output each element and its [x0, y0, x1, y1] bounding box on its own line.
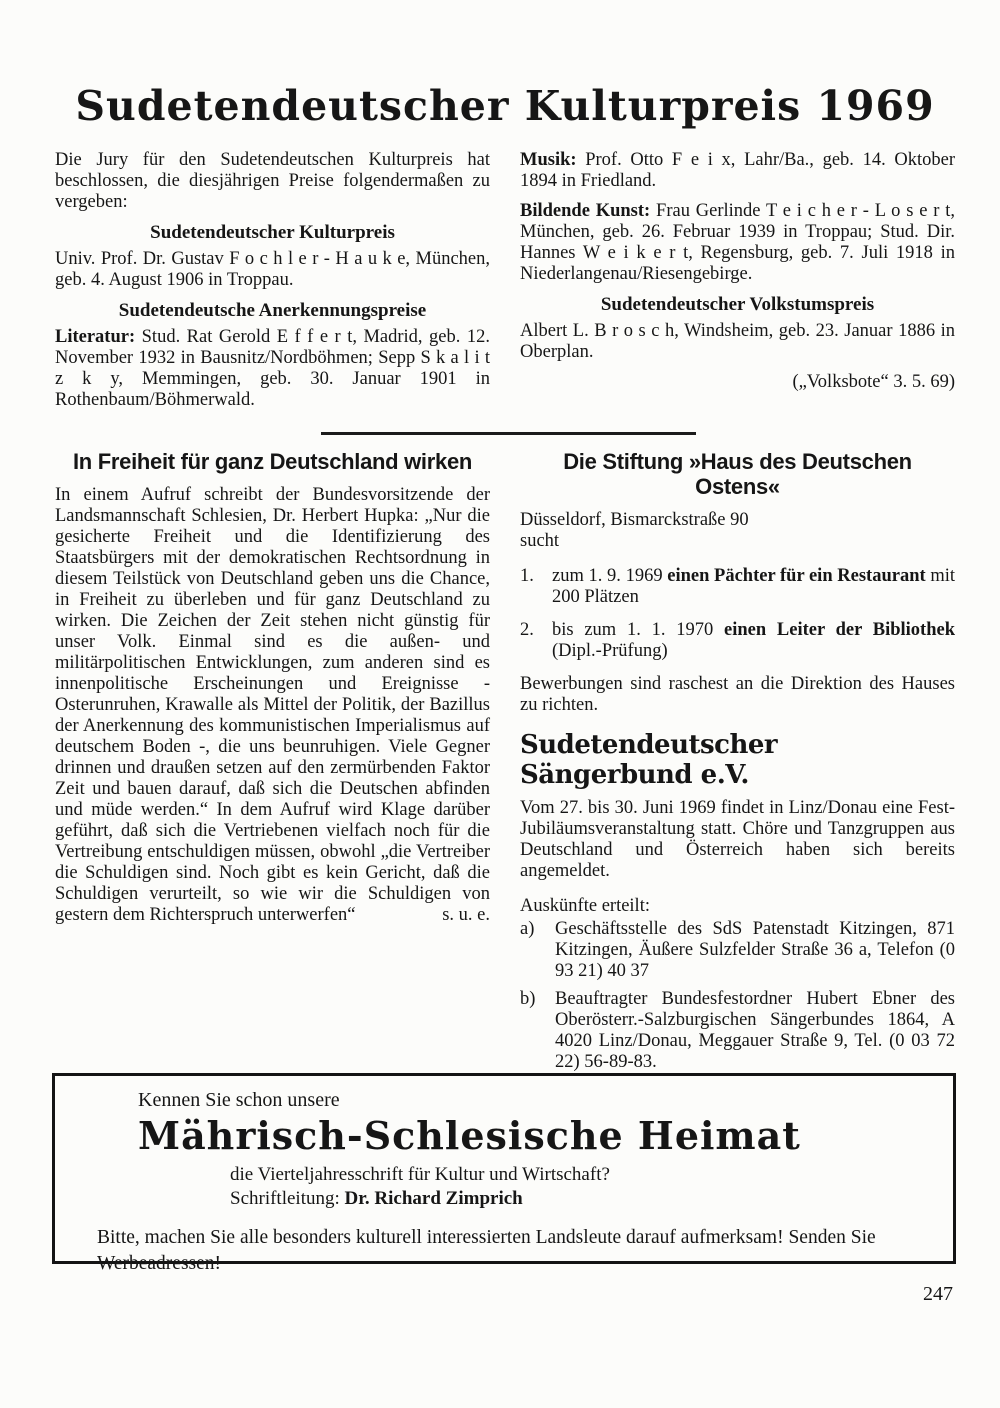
stiftung-item-1 [520, 566, 955, 608]
top-right-column [520, 150, 955, 420]
item-text-pre: bis zum 1. 1. 1970 [552, 620, 724, 640]
kulturpreis-heading: Sudetendeutscher Kulturpreis [150, 222, 395, 243]
bildende-kunst-text: Frau Gerlinde T e i c h e r - L o s e r t, München, geb. 26. Februar 1939 in Troppau; Stud. Dir. Hannes W e i k e r t, Regensburg, geb. 7. Juli 1918 in Niederlangenau/Riesengebirge. [520, 201, 955, 284]
freiheit-article-text: In einem Aufruf schreibt der Bundesvorsitzende der Landsmannschaft Schlesien, Dr. Herbert Hupka: „Nur die gesicherte Freiheit und die Identifizierung des Staatsbürgers mit der demokratischen Rechtsordnung in diesem Teilstück von Deutschland geben uns die Chance, in Freiheit zu überleben und für ganz Deutschland zu wirken. Die Zeichen der Zeit stehen nicht günstig für unser Volk. Einmal sind es die außen- und militärpolitischen Entwicklungen, zum anderen sind es innenpolitische Erscheinungen und Ereignisse - Osterunruhen, Krawalle als Mittel der Politik, der Bazillus der Anerkennung des kommunistischen Imperialismus auf deutschem Boden -, die uns beunruhigen. Viele Gegner drinnen und draußen setzen auf den zermürbenden Faktor Zeit und bauen darauf, daß sich die Deutschen abfinden und müde werden.“ In dem Aufruf wird Klage darüber geführt, daß sich die Vertriebenen vielfach noch für die Vertreibung entschuldigen müssen, obwohl „die Vertreiber die Schuldigen sind. Noch gibt es kein Gericht, daß die Schuldigen verurteilt, so wie wir die Schuldigen von gestern dem Richterspruch unterwerfen“ [55, 485, 490, 925]
bottom-left-column [55, 449, 490, 1080]
ad-editor-label: Schriftleitung: [230, 1188, 345, 1209]
author-initials: s. u. e. [442, 905, 490, 925]
ad-editor-line [230, 1187, 933, 1211]
ad-subtitle: die Vierteljahresschrift für Kultur und Wirtschaft? [230, 1164, 610, 1185]
stiftung-sucht: sucht [520, 531, 560, 551]
contact-letter: b) [520, 989, 536, 1009]
musik-label: Musik: [520, 150, 577, 170]
freiheit-article-body [55, 485, 490, 926]
anerkennungspreise-heading: Sudetendeutsche Anerkennungspreise [118, 300, 427, 321]
stiftung-item-2 [520, 620, 955, 662]
item-number: 1. [520, 566, 534, 586]
musik-paragraph [520, 150, 955, 192]
item-text-post: (Dipl.-Prüfung) [552, 641, 668, 661]
ad-title: Mährisch-Schlesische Heimat [138, 1113, 801, 1158]
saengerbund-heading: Sudetendeutscher Sängerbund e.V. [520, 730, 778, 790]
advertisement-box [52, 1073, 956, 1274]
ad-note: Bitte, machen Sie alle besonders kulturell interessierten Landsleute darauf aufmerksam! Senden Sie Werbeadressen! [97, 1227, 876, 1274]
bewerbungen-note: Bewerbungen sind raschest an die Direktion des Hauses zu richten. [520, 674, 955, 715]
bildende-kunst-label: Bildende Kunst: [520, 201, 651, 221]
volkstumspreis-heading: Sudetendeutscher Volkstumspreis [600, 294, 875, 315]
musik-text: Prof. Otto F e i x, Lahr/Ba., geb. 14. Oktober 1894 in Friedland. [520, 150, 955, 191]
literatur-label: Literatur: [55, 327, 136, 347]
bottom-right-column [520, 449, 955, 1080]
contact-text: Geschäftsstelle des SdS Patenstadt Kitzingen, 871 Kitzingen, Äußere Sulzfelder Straße 36 a, Telefon (0 93 21) 40 37 [555, 919, 955, 981]
top-article-columns [55, 150, 955, 420]
bildende-kunst-paragraph [520, 201, 955, 285]
item-text [552, 620, 955, 662]
item-text [552, 566, 955, 608]
saengerbund-body: Vom 27. bis 30. Juni 1969 findet in Linz/Donau eine Fest-Jubiläumsveranstaltung statt. Chöre und Tanzgruppen aus Deutschland und Österreich haben sich bereits angemeldet. [520, 798, 955, 881]
section-divider-rule [321, 432, 696, 435]
item-text-pre: zum 1. 9. 1969 [552, 566, 668, 586]
item-text-bold: einen Pächter für ein Restaurant [667, 566, 926, 586]
contact-item-a [520, 919, 955, 982]
literatur-text: Stud. Rat Gerold E f f e r t, Madrid, geb. 12. November 1932 in Bausnitz/Nordböhmen; Sepp S k a l i t z k y, Memmingen, geb. 30. Januar 1901 in Rothenbaum/Böhmerwald. [55, 327, 490, 410]
contact-text: Beauftragter Bundesfestordner Hubert Ebner des Oberösterr.-Salzburgischen Sängerbundes 1864, A 4020 Linz/Donau, Meggauer Straße 9, Tel. (0 03 72 22) 56-89-83. [555, 989, 955, 1072]
freiheit-article-heading: In Freiheit für ganz Deutschland wirken [72, 449, 473, 474]
stiftung-heading: Die Stiftung »Haus des Deutschen Ostens« [563, 449, 912, 499]
volkstumspreis-paragraph: Albert L. B r o s c h, Windsheim, geb. 23. Januar 1886 in Oberplan. [520, 321, 955, 362]
kulturpreis-paragraph: Univ. Prof. Dr. Gustav F o c h l e r - H a u k e, München, geb. 4. August 1906 in Troppau. [55, 249, 490, 290]
item-text-bold: einen Leiter der Bibliothek [724, 620, 955, 640]
stiftung-address: Düsseldorf, Bismarckstraße 90 [520, 510, 749, 530]
contact-item-b [520, 989, 955, 1073]
page-number: 247 [923, 1283, 953, 1305]
page-title: Sudetendeutscher Kulturpreis 1969 [75, 82, 935, 130]
literatur-paragraph [55, 327, 490, 411]
jury-intro-paragraph: Die Jury für den Sudetendeutschen Kulturpreis hat beschlossen, die diesjährigen Preise folgendermaßen zu vergeben: [55, 150, 490, 212]
source-citation: („Volksbote“ 3. 5. 69) [792, 372, 955, 392]
top-left-column [55, 150, 490, 420]
auskuenfte-line: Auskünfte erteilt: [520, 896, 650, 916]
contact-letter: a) [520, 919, 535, 939]
ad-kicker: Kennen Sie schon unsere [138, 1089, 340, 1111]
item-number: 2. [520, 620, 534, 640]
ad-editor-name: Dr. Richard Zimprich [344, 1188, 523, 1209]
bottom-article-columns [55, 449, 955, 1080]
item-text-post: mit 200 Plätzen [552, 566, 955, 607]
